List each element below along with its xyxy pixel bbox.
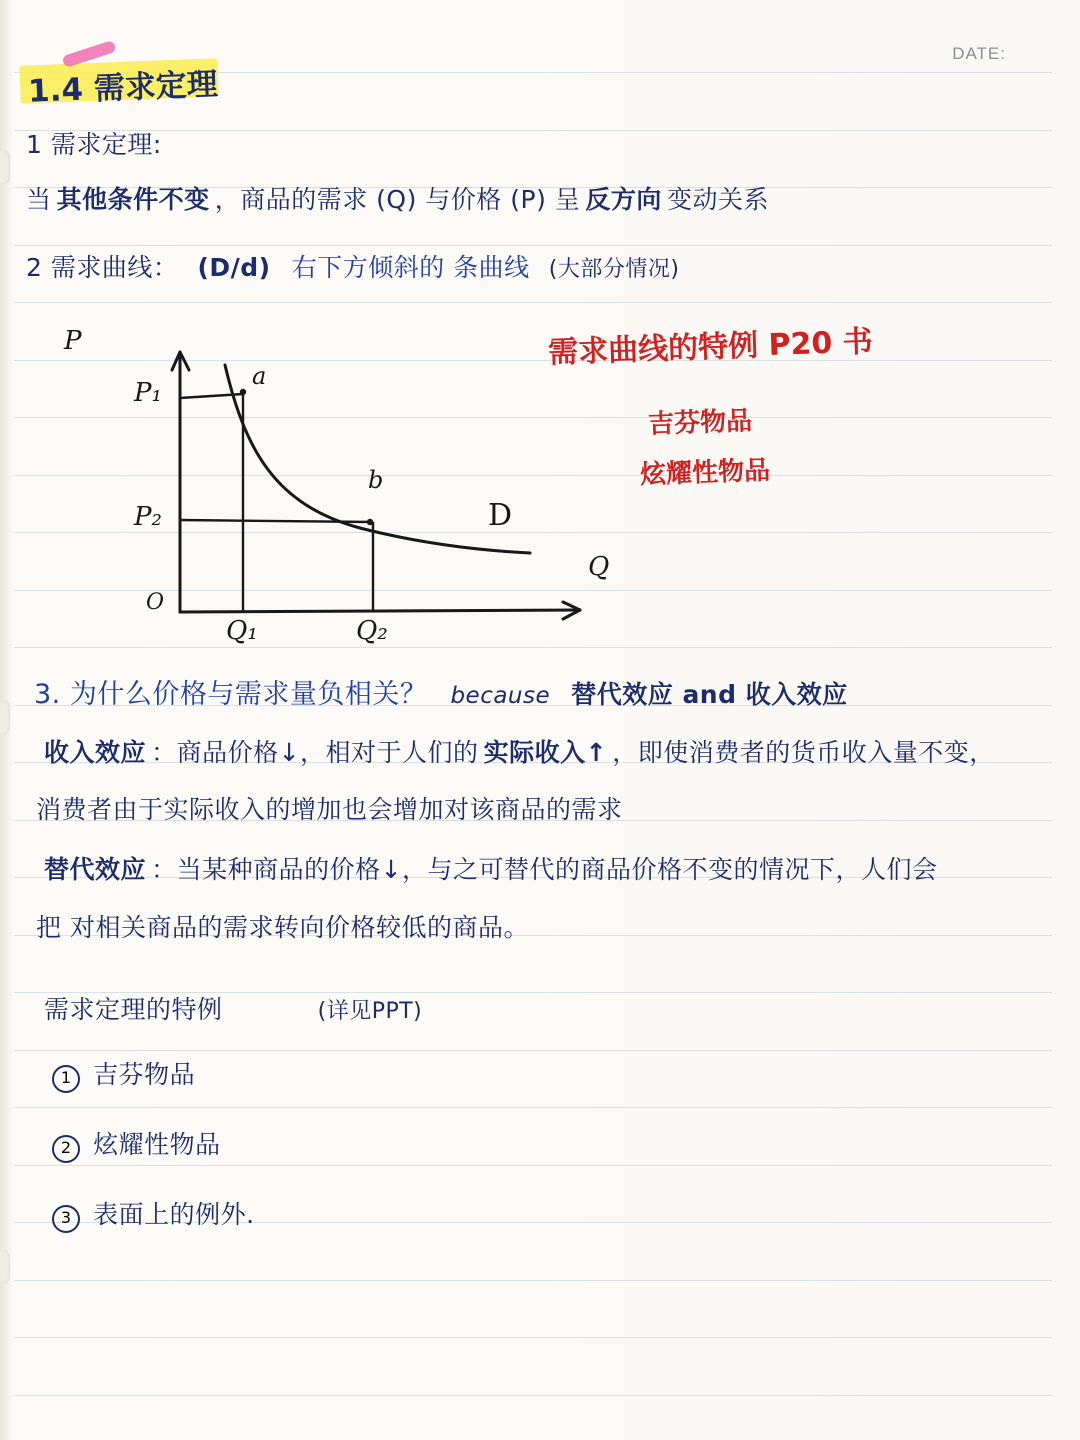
section3-because: because xyxy=(450,683,551,709)
list-marker: 2 xyxy=(52,1135,80,1163)
exception-item-2-text: 炫耀性物品 xyxy=(93,1130,221,1159)
income-effect-line2: 消费者由于实际收入的增加也会增加对该商品的需求 xyxy=(36,795,623,824)
rule-line xyxy=(14,1165,1052,1166)
section2-paren-note: (大部分情况) xyxy=(548,257,680,282)
section1-line-start: 当 xyxy=(26,185,52,214)
income-effect-text: ：商品价格↓，相对于人们的 xyxy=(151,738,479,767)
exception-item-1-text: 吉芬物品 xyxy=(93,1060,196,1089)
section2-slope-text: 右下方倾斜的 条曲线 xyxy=(291,253,530,282)
income-effect-text2: ，即使消费者的货币收入量不变， xyxy=(612,738,995,767)
axis-label-x: Q xyxy=(588,552,610,582)
rule-line xyxy=(14,1280,1052,1281)
income-effect-highlight: 实际收入↑ xyxy=(483,738,608,767)
section1-emphasis-conditions: 其他条件不变 xyxy=(56,185,210,214)
show-through-text xyxy=(800,1330,807,1354)
demand-curve-svg xyxy=(60,330,620,630)
exception-item-3 xyxy=(52,1195,255,1233)
demand-curve-diagram xyxy=(60,326,620,646)
substitution-effect-line2: 把 对相关商品的需求转向价格较低的商品。 xyxy=(36,913,529,942)
red-note-item-1: 吉芬物品 xyxy=(647,406,753,440)
section1-line-middle: ，商品的需求 (Q) 与价格 (P) 呈 xyxy=(214,185,581,214)
point-label-a: a xyxy=(252,362,267,390)
binding-hole xyxy=(0,150,10,184)
rule-line xyxy=(14,130,1052,131)
rule-line xyxy=(14,1050,1052,1051)
curve-label-d: D xyxy=(488,498,513,533)
rule-line xyxy=(14,1395,1052,1396)
income-effect-label: 收入效应 xyxy=(44,738,147,767)
exception-item-3-text: 表面上的例外. xyxy=(93,1200,255,1229)
rule-line xyxy=(14,1107,1052,1108)
point-label-b: b xyxy=(368,466,384,494)
exception-item-2 xyxy=(52,1125,221,1163)
red-note-item-2: 炫耀性物品 xyxy=(639,455,771,491)
red-note-heading: 需求曲线的特例 P20 书 xyxy=(547,324,874,371)
list-marker: 1 xyxy=(52,1065,80,1093)
substitution-effect-text: ：当某种商品的价格↓，与之可替代的商品价格不变的情况下，人们会 xyxy=(151,855,938,884)
rule-line xyxy=(14,302,1052,303)
axis-origin-label: O xyxy=(146,590,165,615)
section3-effects: 替代效应 and 收入效应 xyxy=(571,680,848,709)
substitution-effect-label: 替代效应 xyxy=(44,855,147,884)
rule-line xyxy=(14,647,1052,648)
axis-label-y: P xyxy=(64,326,82,356)
section2-heading: 2 需求曲线： xyxy=(26,253,179,282)
section3-heading: 3. 为什么价格与需求量负相关？ xyxy=(34,679,428,710)
section1-line-end: 变动关系 xyxy=(666,185,769,214)
tick-label-p1: P₁ xyxy=(134,378,162,408)
section1-emphasis-inverse: 反方向 xyxy=(585,185,662,214)
binding-hole xyxy=(0,1250,10,1284)
section2-demand-symbol: (D/d) xyxy=(197,253,271,282)
section1-heading: 1 需求定理: xyxy=(26,130,162,159)
exceptions-note: (详见PPT) xyxy=(317,999,423,1024)
tick-label-q2: Q₂ xyxy=(356,616,388,646)
binding-hole xyxy=(0,700,10,734)
tick-label-q1: Q₁ xyxy=(226,616,258,646)
rule-line xyxy=(14,245,1052,246)
exception-item-1 xyxy=(52,1055,195,1093)
rule-line xyxy=(14,1337,1052,1338)
page-title: 1.4 需求定理 xyxy=(27,66,219,110)
list-marker: 3 xyxy=(52,1205,80,1233)
tick-label-p2: P₂ xyxy=(134,502,162,532)
exceptions-heading: 需求定理的特例 xyxy=(44,995,223,1024)
date-label: DATE: xyxy=(952,44,1006,63)
